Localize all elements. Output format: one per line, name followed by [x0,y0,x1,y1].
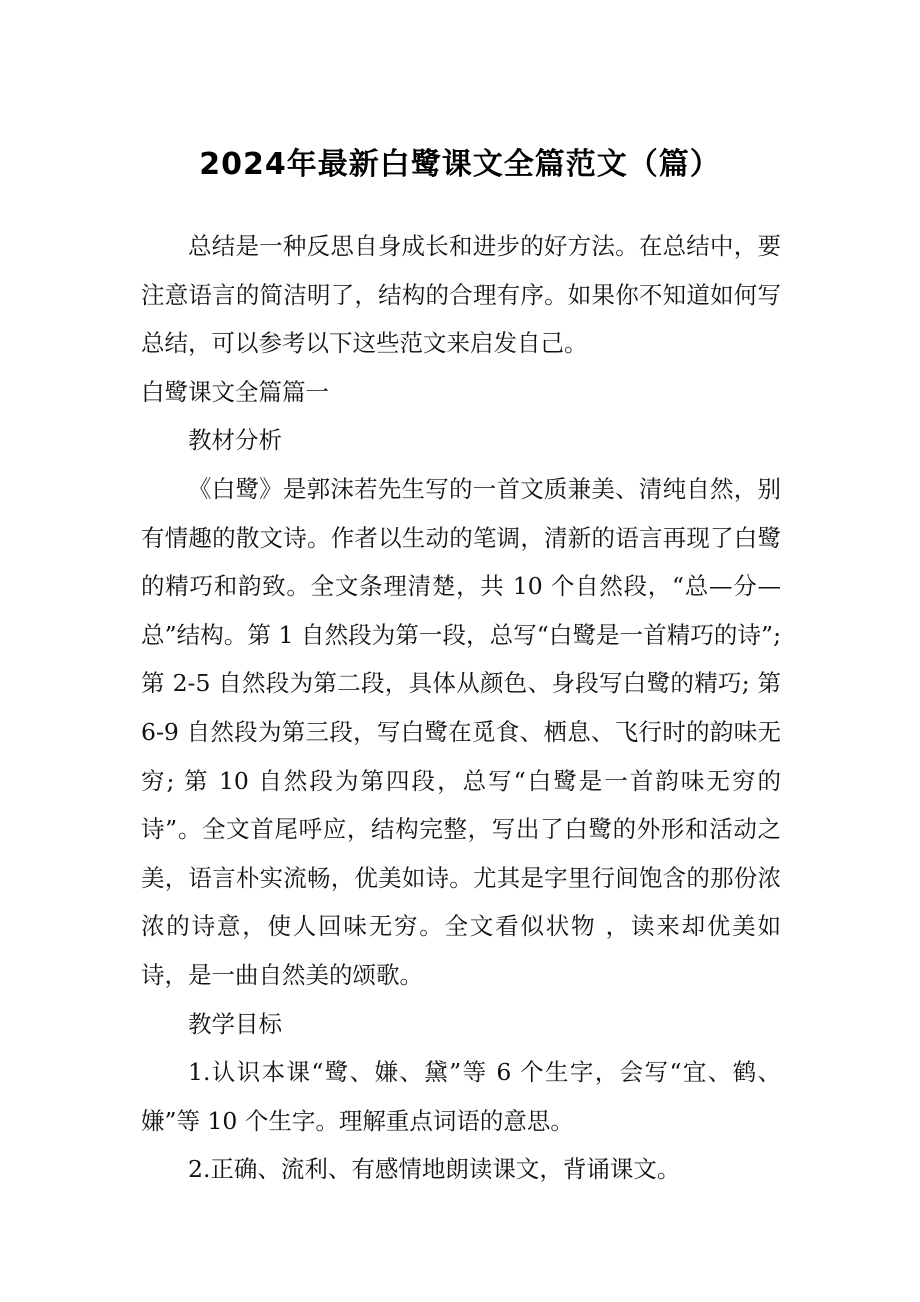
subheading-material-analysis: 教材分析 [188,426,282,455]
paragraph-goal-2: 2.正确、流利、有感情地朗读课文，背诵课文。 [188,1155,681,1184]
paragraph-goal-1: 1.认识本课“鹭、嫌、黛”等 6 个生字，会写“宜、鹤、嫌”等 10 个生字。理解重点词语的意思。 [141,1058,781,1135]
section-heading: 白鹭课文全篇篇一 [141,377,329,406]
paragraph-intro: 总结是一种反思自身成长和进步的好方法。在总结中，要注意语言的简洁明了，结构的合理有序。如果你不知道如何写总结，可以参考以下这些范文来启发自己。 [141,232,781,358]
document-body [141,222,781,1194]
subheading-teaching-goals: 教学目标 [188,1009,282,1038]
paragraph-analysis: 《白鹭》是郭沫若先生写的一首文质兼美、清纯自然，别有情趣的散文诗。作者以生动的笔调，清新的语言再现了白鹭的精巧和韵致。全文条理清楚，共 10 个自然段，“总—分—总”结构。第 1 自然段为第一段，总写“白鹭是一首精巧的诗”; 第 2-5 自然段为第二段，具体从颜色、身段写白鹭的精巧; 第 6-9 自然段为第三段，写白鹭在觅食、栖息、飞行时的韵味无穷; 第 10 自然段为第四段，总写“白鹭是一首韵味无穷的诗”。全文首尾呼应，结构完整，写出了白鹭的外形和活动之美，语言朴实流畅，优美如诗。尤其是字里行间饱含的那份浓浓的诗意，使人回味无穷。全文看似状物 ，读来却优美如诗，是一曲自然美的颂歌。 [141,474,781,989]
document-title: 2024年最新白鹭课文全篇范文（篇） [199,147,721,182]
